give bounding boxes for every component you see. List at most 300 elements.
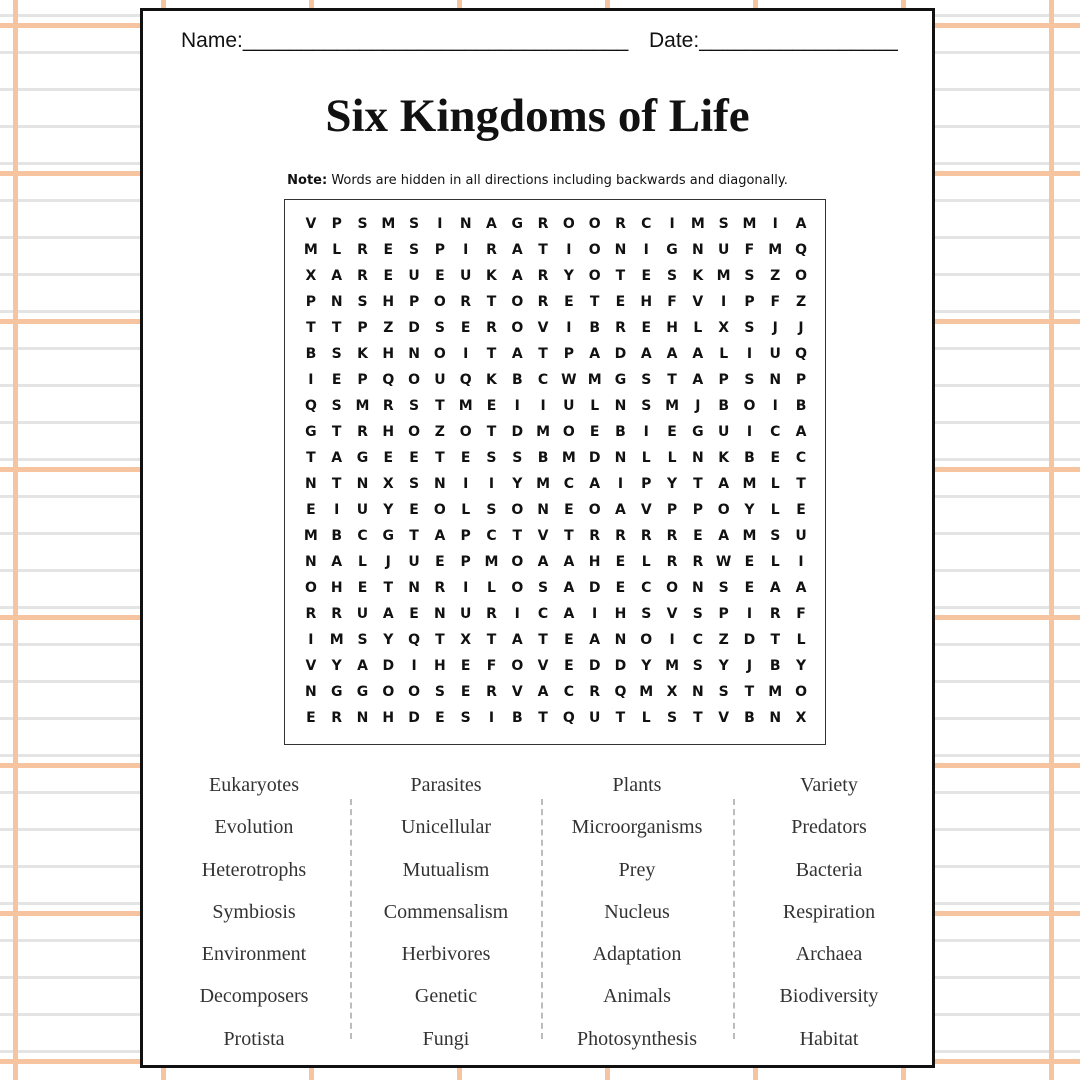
grid-letter[interactable]: S	[744, 268, 755, 284]
grid-letter[interactable]: R	[537, 216, 549, 232]
grid-letter[interactable]: T	[306, 320, 316, 336]
grid-letter[interactable]: U	[434, 372, 446, 388]
grid-letter[interactable]: X	[305, 268, 317, 284]
grid-letter[interactable]: I	[798, 554, 804, 570]
grid-letter[interactable]: A	[511, 268, 523, 284]
grid-letter[interactable]: L	[641, 450, 651, 466]
grid-letter[interactable]: S	[641, 372, 652, 388]
name-field[interactable]	[181, 29, 628, 53]
grid-letter[interactable]: S	[692, 658, 703, 674]
grid-letter[interactable]: H	[382, 424, 395, 440]
grid-letter[interactable]: O	[562, 424, 575, 440]
grid-letter[interactable]: L	[770, 476, 780, 492]
grid-letter[interactable]: C	[563, 684, 574, 700]
grid-letter[interactable]: G	[305, 424, 317, 440]
grid-letter[interactable]: U	[459, 268, 472, 284]
grid-letter[interactable]: S	[331, 398, 342, 414]
grid-letter[interactable]: A	[537, 684, 549, 700]
grid-letter[interactable]: U	[795, 528, 807, 544]
grid-letter[interactable]: I	[463, 476, 469, 492]
grid-letter[interactable]: E	[460, 658, 471, 674]
grid-letter[interactable]: U	[588, 710, 601, 726]
grid-letter[interactable]: B	[331, 528, 343, 544]
grid-letter[interactable]: E	[409, 450, 419, 466]
grid-letter[interactable]: R	[434, 580, 446, 596]
grid-letter[interactable]: T	[306, 450, 316, 466]
grid-letter[interactable]: B	[744, 450, 755, 466]
grid-letter[interactable]: R	[331, 710, 343, 726]
grid-letter[interactable]: I	[617, 476, 624, 492]
grid-letter[interactable]: P	[666, 502, 678, 518]
grid-letter[interactable]: M	[665, 398, 680, 414]
grid-letter[interactable]: L	[667, 450, 677, 466]
grid-letter[interactable]: T	[693, 476, 703, 492]
grid-letter[interactable]: I	[463, 580, 469, 596]
grid-letter[interactable]: E	[641, 320, 652, 336]
grid-letter[interactable]: O	[408, 424, 421, 440]
grid-letter[interactable]: O	[408, 684, 421, 700]
grid-letter[interactable]: P	[692, 502, 703, 518]
grid-letter[interactable]: D	[614, 346, 627, 362]
grid-letter[interactable]: O	[795, 684, 807, 700]
grid-letter[interactable]: G	[692, 424, 704, 440]
grid-letter[interactable]: Z	[718, 632, 729, 648]
grid-letter[interactable]: D	[588, 580, 601, 596]
grid-letter[interactable]: R	[537, 268, 549, 284]
grid-letter[interactable]: A	[589, 632, 601, 648]
grid-letter[interactable]: M	[484, 554, 499, 570]
grid-letter[interactable]: R	[382, 398, 394, 414]
grid-letter[interactable]: I	[566, 320, 572, 336]
grid-letter[interactable]: E	[435, 710, 445, 726]
grid-letter[interactable]: P	[795, 372, 807, 388]
grid-letter[interactable]: A	[640, 346, 652, 362]
grid-letter[interactable]: E	[383, 450, 394, 466]
grid-letter[interactable]: R	[357, 242, 368, 258]
grid-letter[interactable]: A	[615, 502, 626, 518]
grid-letter[interactable]: E	[744, 554, 755, 570]
grid-letter[interactable]: Y	[383, 632, 394, 648]
grid-letter[interactable]: V	[537, 528, 549, 544]
grid-letter[interactable]: N	[537, 502, 549, 518]
grid-letter[interactable]: O	[459, 424, 472, 440]
grid-letter[interactable]: A	[563, 606, 575, 622]
grid-letter[interactable]: S	[486, 450, 497, 466]
grid-letter[interactable]: E	[306, 502, 316, 518]
grid-letter[interactable]: V	[718, 710, 730, 726]
grid-letter[interactable]: N	[356, 710, 369, 726]
grid-letter[interactable]: C	[795, 450, 807, 466]
grid-letter[interactable]: M	[639, 684, 654, 700]
grid-letter[interactable]: M	[329, 632, 344, 648]
grid-letter[interactable]: F	[744, 242, 755, 258]
grid-letter[interactable]: E	[409, 502, 419, 518]
grid-letter[interactable]: Q	[562, 710, 575, 726]
grid-letter[interactable]: S	[357, 294, 368, 310]
grid-letter[interactable]: S	[357, 632, 368, 648]
grid-letter[interactable]: L	[641, 710, 651, 726]
grid-letter[interactable]: Q	[382, 372, 395, 388]
grid-letter[interactable]: D	[408, 710, 420, 726]
grid-letter[interactable]: F	[667, 294, 677, 310]
grid-letter[interactable]: A	[563, 580, 575, 596]
grid-letter[interactable]: E	[306, 710, 316, 726]
grid-letter[interactable]: R	[615, 320, 626, 336]
grid-letter[interactable]: R	[666, 554, 678, 570]
grid-letter[interactable]: A	[718, 528, 730, 544]
grid-letter[interactable]: S	[744, 320, 755, 336]
grid-letter[interactable]: T	[486, 346, 497, 362]
grid-letter[interactable]: L	[487, 580, 496, 596]
grid-letter[interactable]: U	[769, 346, 781, 362]
grid-letter[interactable]: M	[665, 658, 680, 674]
grid-letter[interactable]: T	[435, 632, 445, 648]
grid-letter[interactable]: Y	[744, 502, 755, 518]
grid-letter[interactable]: A	[434, 528, 446, 544]
grid-letter[interactable]: R	[305, 606, 317, 622]
grid-letter[interactable]: E	[486, 398, 497, 414]
grid-letter[interactable]: S	[641, 398, 652, 414]
grid-letter[interactable]: L	[796, 632, 806, 648]
name-blank[interactable]: _________________________________	[242, 29, 629, 52]
grid-letter[interactable]: P	[331, 216, 342, 232]
grid-letter[interactable]: Y	[331, 658, 342, 674]
grid-letter[interactable]: P	[357, 372, 368, 388]
grid-letter[interactable]: E	[460, 684, 471, 700]
grid-letter[interactable]: G	[356, 684, 369, 700]
grid-letter[interactable]: S	[641, 606, 652, 622]
grid-letter[interactable]: I	[334, 502, 340, 518]
grid-letter[interactable]: W	[561, 372, 577, 388]
grid-letter[interactable]: Z	[795, 294, 807, 310]
grid-letter[interactable]: J	[385, 554, 391, 570]
grid-letter[interactable]: V	[305, 658, 317, 674]
grid-letter[interactable]: B	[511, 372, 523, 388]
grid-letter[interactable]: N	[614, 242, 627, 258]
grid-letter[interactable]: P	[641, 476, 652, 492]
grid-letter[interactable]: N	[691, 450, 704, 466]
grid-letter[interactable]: T	[615, 710, 626, 726]
grid-letter[interactable]: U	[459, 606, 472, 622]
grid-letter[interactable]: C	[357, 528, 368, 544]
grid-letter[interactable]: D	[614, 658, 627, 674]
grid-letter[interactable]: L	[461, 502, 471, 518]
grid-letter[interactable]: R	[331, 606, 343, 622]
grid-letter[interactable]: Z	[770, 268, 781, 284]
grid-letter[interactable]: B	[795, 398, 807, 414]
grid-letter[interactable]: N	[305, 684, 317, 700]
grid-letter[interactable]: V	[537, 658, 549, 674]
grid-letter[interactable]: E	[770, 450, 781, 466]
grid-letter[interactable]: I	[514, 398, 520, 414]
grid-letter[interactable]: S	[692, 606, 703, 622]
grid-letter[interactable]: E	[615, 294, 626, 310]
grid-letter[interactable]: S	[667, 268, 678, 284]
grid-letter[interactable]: T	[538, 710, 548, 726]
grid-letter[interactable]: P	[744, 294, 755, 310]
grid-letter[interactable]: Q	[795, 242, 807, 258]
grid-letter[interactable]: B	[769, 658, 781, 674]
grid-letter[interactable]: Y	[383, 502, 394, 518]
grid-letter[interactable]: O	[743, 398, 756, 414]
grid-letter[interactable]: P	[718, 606, 729, 622]
grid-letter[interactable]: E	[564, 294, 574, 310]
grid-letter[interactable]: R	[615, 216, 626, 232]
grid-letter[interactable]: F	[796, 606, 806, 622]
grid-letter[interactable]: O	[433, 502, 446, 518]
grid-letter[interactable]: I	[308, 372, 314, 388]
grid-letter[interactable]: O	[588, 216, 601, 232]
grid-letter[interactable]: M	[458, 398, 473, 414]
grid-letter[interactable]: L	[358, 554, 367, 570]
grid-letter[interactable]: B	[744, 710, 755, 726]
grid-letter[interactable]: E	[564, 658, 574, 674]
grid-letter[interactable]: I	[437, 216, 443, 232]
grid-letter[interactable]: K	[486, 268, 497, 284]
grid-letter[interactable]: X	[718, 320, 730, 336]
grid-letter[interactable]: T	[667, 372, 677, 388]
grid-letter[interactable]: E	[615, 580, 626, 596]
grid-letter[interactable]: A	[795, 424, 807, 440]
grid-letter[interactable]: S	[409, 216, 420, 232]
grid-letter[interactable]: B	[615, 424, 626, 440]
grid-letter[interactable]: G	[382, 528, 395, 544]
grid-letter[interactable]: I	[463, 346, 469, 362]
grid-letter[interactable]: I	[411, 658, 417, 674]
grid-letter[interactable]: I	[746, 424, 753, 440]
grid-letter[interactable]: R	[640, 528, 652, 544]
grid-letter[interactable]: R	[357, 268, 368, 284]
grid-letter[interactable]: G	[614, 372, 627, 388]
grid-letter[interactable]: U	[408, 554, 420, 570]
grid-letter[interactable]: Y	[795, 658, 807, 674]
grid-letter[interactable]: B	[589, 320, 600, 336]
grid-letter[interactable]: A	[382, 606, 394, 622]
grid-letter[interactable]: N	[769, 372, 782, 388]
grid-letter[interactable]: S	[357, 216, 368, 232]
grid-letter[interactable]: T	[486, 294, 497, 310]
grid-letter[interactable]: X	[382, 476, 394, 492]
grid-letter[interactable]: L	[770, 554, 780, 570]
grid-letter[interactable]: S	[460, 710, 471, 726]
grid-letter[interactable]: D	[511, 424, 524, 440]
grid-letter[interactable]: M	[561, 450, 576, 466]
grid-letter[interactable]: L	[770, 502, 780, 518]
grid-letter[interactable]: Y	[666, 476, 678, 492]
grid-letter[interactable]: C	[641, 580, 652, 596]
grid-letter[interactable]: E	[331, 372, 342, 388]
grid-letter[interactable]: P	[563, 346, 574, 362]
grid-letter[interactable]: K	[718, 450, 730, 466]
grid-letter[interactable]: I	[772, 216, 778, 232]
grid-letter[interactable]: U	[563, 398, 575, 414]
grid-letter[interactable]: L	[590, 398, 600, 414]
grid-letter[interactable]: N	[614, 398, 627, 414]
grid-letter[interactable]: V	[537, 320, 549, 336]
grid-letter[interactable]: M	[742, 528, 757, 544]
grid-letter[interactable]: S	[512, 450, 523, 466]
grid-letter[interactable]: I	[772, 398, 778, 414]
grid-letter[interactable]: R	[692, 554, 704, 570]
grid-letter[interactable]: Q	[408, 632, 421, 648]
grid-letter[interactable]: M	[536, 476, 551, 492]
grid-letter[interactable]: T	[331, 424, 342, 440]
grid-letter[interactable]: D	[743, 632, 756, 648]
grid-letter[interactable]: C	[537, 372, 549, 388]
grid-letter[interactable]: W	[715, 554, 732, 570]
grid-letter[interactable]: H	[614, 606, 627, 622]
grid-letter[interactable]: N	[769, 710, 782, 726]
grid-letter[interactable]: T	[409, 528, 419, 544]
grid-letter[interactable]: J	[695, 398, 701, 414]
grid-letter[interactable]: H	[640, 294, 653, 310]
grid-letter[interactable]: I	[566, 242, 572, 258]
grid-letter[interactable]: X	[460, 632, 472, 648]
grid-letter[interactable]: Z	[383, 320, 394, 336]
grid-letter[interactable]: V	[511, 684, 523, 700]
grid-letter[interactable]: M	[768, 684, 783, 700]
grid-letter[interactable]: P	[460, 528, 471, 544]
grid-letter[interactable]: S	[434, 320, 445, 336]
grid-letter[interactable]: N	[408, 346, 420, 362]
grid-letter[interactable]: O	[511, 294, 524, 310]
grid-letter[interactable]: D	[588, 658, 601, 674]
grid-letter[interactable]: O	[382, 684, 395, 700]
grid-letter[interactable]: E	[564, 502, 574, 518]
grid-letter[interactable]: A	[331, 268, 343, 284]
grid-letter[interactable]: N	[691, 242, 704, 258]
grid-letter[interactable]: A	[666, 346, 678, 362]
grid-letter[interactable]: Q	[795, 346, 807, 362]
grid-letter[interactable]: B	[305, 346, 317, 362]
grid-letter[interactable]: T	[331, 476, 342, 492]
grid-letter[interactable]: T	[486, 632, 497, 648]
grid-letter[interactable]: P	[718, 372, 729, 388]
grid-letter[interactable]: I	[463, 242, 469, 258]
grid-letter[interactable]: V	[640, 502, 652, 518]
grid-letter[interactable]: I	[669, 632, 675, 648]
grid-letter[interactable]: E	[357, 580, 368, 596]
grid-letter[interactable]: M	[303, 528, 318, 544]
grid-letter[interactable]: A	[692, 372, 704, 388]
grid-letter[interactable]: O	[640, 632, 653, 648]
grid-letter[interactable]: N	[408, 580, 420, 596]
grid-letter[interactable]: S	[409, 242, 420, 258]
grid-letter[interactable]: D	[382, 658, 395, 674]
grid-letter[interactable]: S	[770, 528, 781, 544]
grid-letter[interactable]: G	[511, 216, 524, 232]
grid-letter[interactable]: E	[615, 554, 626, 570]
grid-letter[interactable]: T	[435, 398, 445, 414]
grid-letter[interactable]: G	[666, 242, 678, 258]
grid-letter[interactable]: O	[511, 554, 524, 570]
grid-letter[interactable]: Y	[641, 658, 652, 674]
grid-letter[interactable]: A	[563, 554, 575, 570]
grid-letter[interactable]: G	[330, 684, 343, 700]
grid-letter[interactable]: L	[693, 320, 703, 336]
grid-letter[interactable]: J	[746, 658, 753, 674]
grid-letter[interactable]: O	[588, 242, 601, 258]
grid-letter[interactable]: O	[717, 502, 730, 518]
grid-letter[interactable]: M	[381, 216, 396, 232]
grid-letter[interactable]: Y	[563, 268, 574, 284]
grid-letter[interactable]: E	[435, 268, 445, 284]
grid-letter[interactable]: N	[459, 216, 472, 232]
grid-letter[interactable]: Z	[434, 424, 445, 440]
grid-letter[interactable]: C	[770, 424, 781, 440]
grid-letter[interactable]: M	[768, 242, 783, 258]
grid-letter[interactable]: R	[589, 684, 601, 700]
grid-letter[interactable]: E	[744, 580, 755, 596]
grid-letter[interactable]: M	[690, 216, 705, 232]
grid-letter[interactable]: N	[614, 450, 627, 466]
grid-letter[interactable]: A	[692, 346, 704, 362]
grid-letter[interactable]: T	[770, 632, 781, 648]
grid-letter[interactable]: B	[537, 450, 549, 466]
grid-letter[interactable]: A	[511, 242, 523, 258]
date-field[interactable]	[649, 29, 898, 53]
grid-letter[interactable]: T	[538, 242, 548, 258]
grid-letter[interactable]: R	[486, 684, 497, 700]
grid-letter[interactable]: A	[718, 476, 730, 492]
grid-letter[interactable]: S	[331, 346, 342, 362]
grid-letter[interactable]: I	[643, 424, 649, 440]
grid-letter[interactable]: T	[331, 320, 342, 336]
grid-letter[interactable]: K	[692, 268, 704, 284]
grid-letter[interactable]: R	[666, 528, 678, 544]
grid-letter[interactable]: O	[304, 580, 317, 596]
grid-letter[interactable]: R	[769, 606, 781, 622]
grid-letter[interactable]: R	[486, 320, 497, 336]
grid-letter[interactable]: S	[744, 372, 755, 388]
grid-letter[interactable]: S	[538, 580, 549, 596]
grid-letter[interactable]: R	[589, 528, 601, 544]
grid-letter[interactable]: Y	[718, 658, 729, 674]
grid-letter[interactable]: H	[330, 580, 343, 596]
grid-letter[interactable]: F	[486, 658, 497, 674]
grid-letter[interactable]: B	[511, 710, 523, 726]
grid-letter[interactable]: T	[538, 346, 548, 362]
grid-letter[interactable]: E	[383, 242, 394, 258]
grid-letter[interactable]: O	[795, 268, 807, 284]
grid-letter[interactable]: U	[717, 242, 730, 258]
grid-letter[interactable]: B	[718, 398, 729, 414]
grid-letter[interactable]: K	[486, 372, 497, 388]
grid-letter[interactable]: T	[512, 528, 523, 544]
grid-letter[interactable]: U	[408, 268, 420, 284]
grid-letter[interactable]: O	[511, 658, 524, 674]
grid-letter[interactable]: J	[798, 320, 804, 336]
grid-letter[interactable]: T	[589, 294, 600, 310]
grid-letter[interactable]: T	[615, 268, 626, 284]
grid-letter[interactable]: G	[356, 450, 369, 466]
grid-letter[interactable]: Q	[304, 398, 317, 414]
grid-letter[interactable]: E	[667, 424, 677, 440]
grid-letter[interactable]: C	[563, 476, 574, 492]
grid-letter[interactable]: A	[795, 216, 807, 232]
grid-letter[interactable]: H	[434, 658, 446, 674]
grid-letter[interactable]: L	[641, 554, 651, 570]
grid-letter[interactable]: O	[433, 294, 446, 310]
grid-letter[interactable]: V	[305, 216, 317, 232]
grid-letter[interactable]: H	[382, 710, 395, 726]
grid-letter[interactable]: E	[693, 528, 703, 544]
grid-letter[interactable]: T	[435, 450, 445, 466]
grid-letter[interactable]: M	[742, 216, 757, 232]
grid-letter[interactable]: J	[772, 320, 778, 336]
grid-letter[interactable]: T	[486, 424, 497, 440]
grid-letter[interactable]: N	[356, 476, 369, 492]
